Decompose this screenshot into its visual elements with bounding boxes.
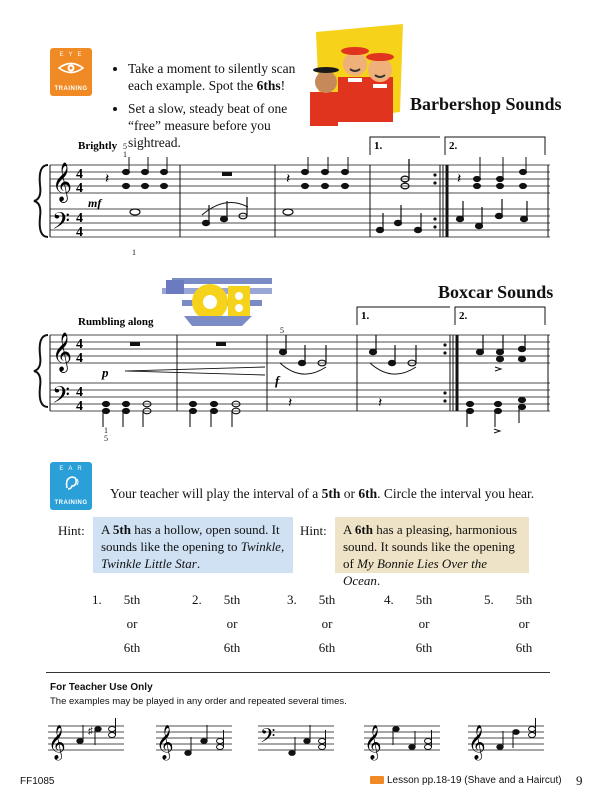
time-signature: [76, 337, 83, 414]
hint-box-sixth: A 6th has a pleasing, harmonious sound. It sounds like the opening of My Bonnie Lies Over the Ocean.: [335, 517, 529, 573]
svg-text:4: 4: [76, 385, 83, 400]
time-signature: [76, 167, 83, 240]
treble-notes-m3: [302, 157, 349, 189]
badge-label: TRAINING: [54, 86, 88, 92]
tempo-marking: Rumbling along: [78, 316, 154, 328]
hint-label-fifth: Hint:: [58, 523, 85, 538]
svg-text:4: 4: [76, 399, 83, 414]
ear-training-instruction: Your teacher will play the interval of a 5th or 6th. Circle the interval you hear.: [110, 486, 535, 501]
whole-rest-m1: [130, 342, 140, 346]
svg-text:4: 4: [76, 167, 83, 182]
music-system-boxcar: [30, 305, 590, 445]
svg-text:𝄞: 𝄞: [48, 726, 66, 759]
question-2: 2. 5th or 6th: [192, 588, 252, 658]
footer-code: FF1085: [20, 776, 55, 787]
svg-text:𝄢: 𝄢: [260, 726, 276, 752]
badge-letters: EAR: [59, 466, 87, 472]
footer-lesson-ref: Lesson pp.18-19 (Shave and a Haircut): [370, 775, 562, 786]
example-staff-4: [364, 725, 440, 761]
example-staff-3: [258, 725, 334, 755]
crescendo-hairpin: [125, 367, 265, 375]
hint-label-sixth: Hint:: [300, 523, 327, 538]
svg-text:1: 1: [132, 248, 136, 257]
option-6th[interactable]: 6th: [318, 640, 336, 655]
piece-title-barbershop: Barbershop Sounds: [410, 94, 562, 114]
example-staff-2: [156, 725, 232, 761]
option-5th[interactable]: 5th: [123, 592, 141, 607]
treble-notes-m4: [401, 159, 409, 189]
svg-text:1.: 1.: [361, 310, 370, 322]
bass-clef-icon: 𝄢: [52, 209, 71, 240]
example-staff-5: [468, 718, 544, 761]
example-staff-1: [48, 718, 124, 761]
bass-fingering: [104, 426, 108, 443]
question-3: 3. 5th or 6th: [287, 588, 347, 658]
first-ending: [357, 307, 450, 325]
option-6th[interactable]: 6th: [515, 640, 533, 655]
second-ending: [445, 137, 545, 155]
treble-clef-icon: 𝄞: [52, 164, 73, 201]
divider: [46, 672, 550, 673]
hint-box-fifth: A 5th has a hollow, open sound. It sounds like the opening to Twinkle, Twinkle Little Star.: [93, 517, 293, 573]
barlines: [50, 165, 548, 237]
svg-text:1.: 1.: [374, 140, 383, 152]
svg-text:4: 4: [76, 211, 83, 226]
badge-label: TRAINING: [54, 500, 88, 506]
dynamic-mf: mf: [88, 196, 102, 210]
option-5th[interactable]: 5th: [415, 592, 433, 607]
question-1: 1. 5th or 6th: [92, 588, 152, 658]
option-5th[interactable]: 5th: [515, 592, 533, 607]
eye-icon: [57, 61, 85, 75]
dynamic-p: p: [102, 365, 109, 380]
ear-training-badge: [50, 462, 92, 510]
option-or: or: [518, 616, 530, 631]
option-or: or: [126, 616, 138, 631]
ear-icon: [62, 474, 80, 492]
eye-training-badge: [50, 48, 92, 96]
tempo-marking: Brightly: [78, 140, 118, 152]
rest-m5: 𝄽: [457, 172, 462, 187]
barbershop-quartet-illustration: [308, 22, 408, 132]
option-5th[interactable]: 5th: [223, 592, 241, 607]
treble-notes-m5: [474, 157, 527, 189]
rest-m3: 𝄽: [286, 172, 291, 187]
svg-text:4: 4: [76, 351, 83, 366]
whole-rest-m2: [222, 172, 232, 176]
svg-text:4: 4: [76, 337, 83, 352]
option-or: or: [418, 616, 430, 631]
music-system-barbershop: [30, 135, 590, 265]
dynamic-f: f: [275, 373, 280, 388]
svg-text:𝄞: 𝄞: [364, 726, 382, 759]
treble-notes-boxcar: [280, 326, 526, 374]
svg-text:4: 4: [76, 181, 83, 196]
teacher-examples: [46, 710, 566, 770]
treble-staff: [50, 335, 550, 363]
svg-text:𝄽: 𝄽: [378, 396, 383, 411]
question-4: 4. 5th or 6th: [384, 588, 444, 658]
bass-clef-icon: 𝄢: [52, 383, 71, 414]
bass-rests: [288, 396, 382, 411]
svg-text:5: 5: [123, 142, 127, 151]
question-5: 5. 5th or 6th: [484, 588, 544, 658]
bass-notes-boxcar: [103, 397, 526, 433]
bullet-1: • Take a moment to silently scan each example. Spot the 6ths!: [128, 60, 312, 94]
option-or: or: [226, 616, 238, 631]
page-number: 9: [576, 773, 583, 788]
bass-notes: [130, 197, 528, 257]
second-ending: [455, 307, 545, 325]
teacher-title: For Teacher Use Only: [50, 682, 153, 693]
bullet-2: • Set a slow, steady beat of one “free” measure before you sightread.: [128, 100, 312, 151]
svg-text:5: 5: [104, 434, 108, 443]
svg-text:5: 5: [280, 326, 284, 335]
option-6th[interactable]: 6th: [123, 640, 141, 655]
first-ending: [370, 137, 440, 155]
svg-text:𝄞: 𝄞: [156, 726, 174, 759]
svg-text:2.: 2.: [459, 310, 468, 322]
book-icon: [370, 776, 384, 784]
option-5th[interactable]: 5th: [318, 592, 336, 607]
option-6th[interactable]: 6th: [223, 640, 241, 655]
svg-text:1: 1: [104, 426, 108, 435]
svg-text:2.: 2.: [449, 140, 458, 152]
option-or: or: [321, 616, 333, 631]
rest-m1: 𝄽: [105, 172, 110, 187]
system-brace: [34, 335, 48, 407]
piece-title-boxcar: Boxcar Sounds: [438, 282, 554, 302]
whole-rest-m2: [216, 342, 226, 346]
svg-text:4: 4: [76, 225, 83, 240]
svg-text:1: 1: [123, 150, 127, 159]
treble-clef-icon: 𝄞: [52, 334, 73, 371]
option-6th[interactable]: 6th: [415, 640, 433, 655]
badge-letters: EYE: [59, 52, 87, 58]
teacher-note: The examples may be played in any order and repeated several times.: [50, 696, 347, 707]
svg-text:𝄞: 𝄞: [468, 726, 486, 759]
svg-text:♯: ♯: [88, 726, 93, 737]
system-brace: [34, 165, 48, 237]
bass-staff: [50, 209, 550, 237]
svg-text:𝄽: 𝄽: [288, 396, 293, 411]
